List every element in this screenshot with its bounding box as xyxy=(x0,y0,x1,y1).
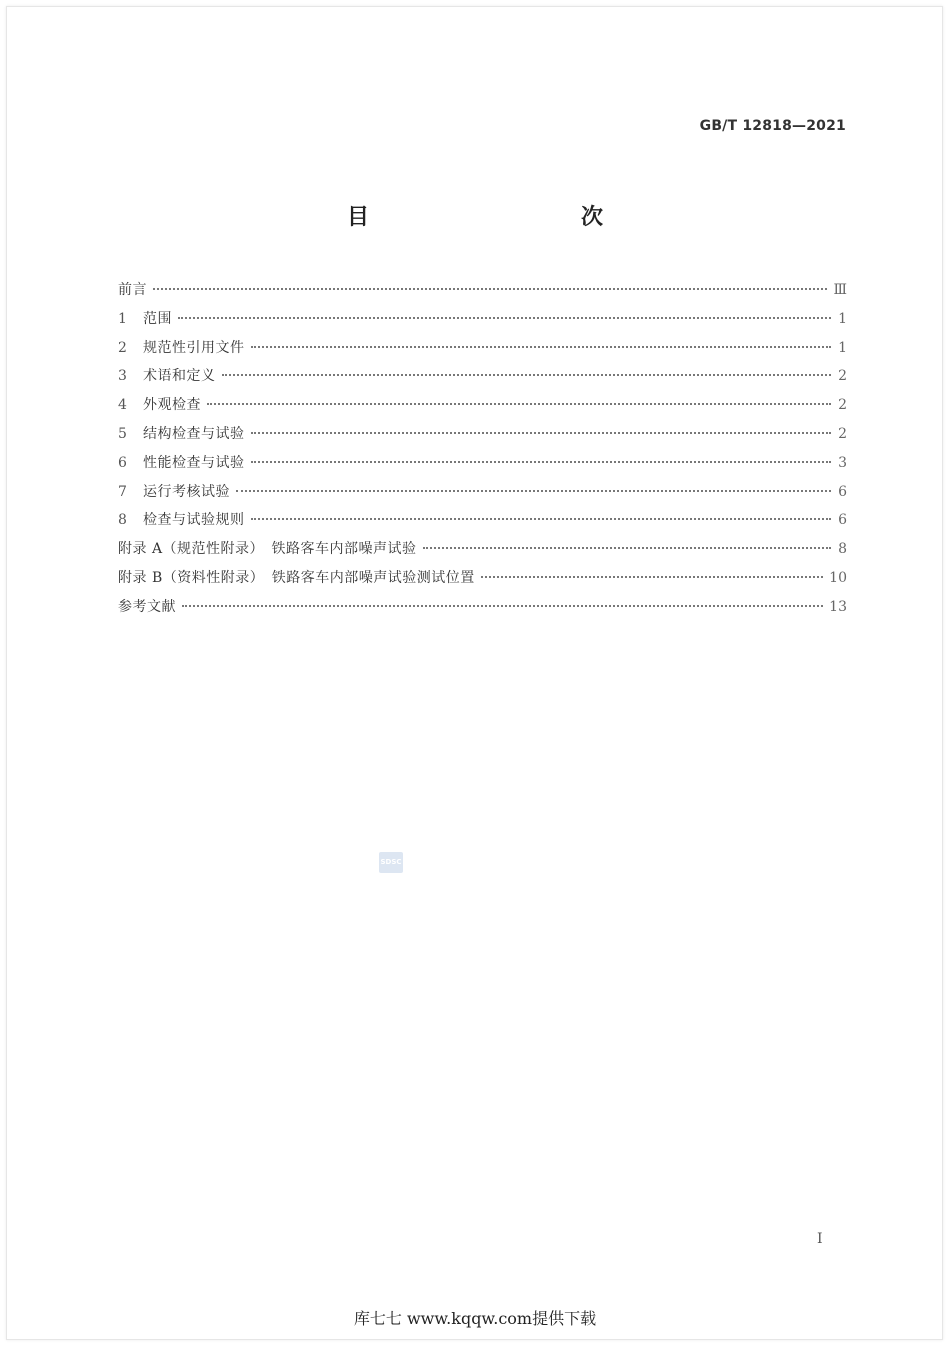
toc-entry-page: 6 xyxy=(838,512,847,529)
toc-entry-label: 前言 xyxy=(118,282,147,298)
toc-entry-appendix-a[interactable] xyxy=(118,538,847,567)
leader-dots xyxy=(178,317,831,319)
toc-entry-label: 运行考核试验 xyxy=(143,483,230,500)
leader-dots xyxy=(251,461,832,463)
toc-entry-page: 1 xyxy=(838,339,847,356)
leader-dots xyxy=(423,547,831,549)
toc-entry-page: 13 xyxy=(829,598,847,615)
toc-entry-normative-references[interactable] xyxy=(118,337,847,366)
toc-entry-label: 范围 xyxy=(143,310,172,327)
leader-dots xyxy=(251,346,832,348)
leader-dots xyxy=(236,490,831,492)
toc-entry-appendix-b[interactable] xyxy=(118,567,847,596)
toc-entry-label: 检查与试验规则 xyxy=(143,512,245,529)
toc-entry-label: 附录 A（规范性附录） 铁路客车内部噪声试验 xyxy=(118,541,417,558)
toc-entry-page: 2 xyxy=(838,425,847,442)
toc-entry-page: 8 xyxy=(838,541,847,558)
toc-entry-inspection-rules[interactable] xyxy=(118,509,847,538)
toc-entry-label: 性能检查与试验 xyxy=(143,454,245,471)
toc-entry-terms-definitions[interactable] xyxy=(118,365,847,394)
leader-dots xyxy=(251,518,832,520)
leader-dots xyxy=(222,374,832,376)
toc-entry-number: 8 xyxy=(118,512,127,529)
toc-title: 目 次 xyxy=(346,205,659,230)
toc-entry-page: 2 xyxy=(838,397,847,414)
toc-entry-label: 术语和定义 xyxy=(143,368,216,385)
watermark-text: SDSC xyxy=(380,858,402,866)
toc-entry-foreword[interactable] xyxy=(118,279,847,308)
toc-entry-performance-inspection[interactable] xyxy=(118,452,847,481)
toc-entry-label: 结构检查与试验 xyxy=(143,425,245,442)
leader-dots xyxy=(207,403,831,405)
toc-entry-label: 参考文献 xyxy=(118,598,176,615)
toc-entry-page: 2 xyxy=(838,368,847,385)
leader-dots xyxy=(153,288,827,290)
toc-entry-number: 1 xyxy=(118,310,127,327)
leader-dots xyxy=(182,605,823,607)
toc-entry-label: 附录 B（资料性附录） 铁路客车内部噪声试验测试位置 xyxy=(118,569,475,586)
toc-entry-label: 外观检查 xyxy=(143,397,201,414)
toc-entry-number: 7 xyxy=(118,483,127,500)
toc-entry-number: 4 xyxy=(118,397,127,414)
standard-code: GB/T 12818—2021 xyxy=(699,118,846,134)
watermark-logo xyxy=(379,852,403,873)
toc-entry-scope[interactable] xyxy=(118,308,847,337)
toc-entry-bibliography[interactable] xyxy=(118,596,847,625)
leader-dots xyxy=(251,432,832,434)
toc-entry-structure-inspection[interactable] xyxy=(118,423,847,452)
toc-entry-number: 3 xyxy=(118,368,127,385)
table-of-contents xyxy=(118,279,847,625)
leader-dots xyxy=(481,576,823,578)
toc-entry-number: 5 xyxy=(118,425,127,442)
toc-entry-page: 3 xyxy=(838,454,847,471)
download-footer: 库七七 www.kqqw.com提供下载 xyxy=(353,1309,597,1328)
toc-entry-page: Ⅲ xyxy=(833,282,847,298)
toc-entry-page: 1 xyxy=(838,310,847,327)
toc-entry-operation-assessment[interactable] xyxy=(118,481,847,510)
toc-entry-appearance-inspection[interactable] xyxy=(118,394,847,423)
toc-entry-page: 6 xyxy=(838,483,847,500)
toc-entry-number: 6 xyxy=(118,454,127,471)
page-number: Ⅰ xyxy=(817,1231,823,1247)
toc-entry-number: 2 xyxy=(118,339,127,356)
toc-entry-page: 10 xyxy=(829,569,847,586)
toc-entry-label: 规范性引用文件 xyxy=(143,339,245,356)
